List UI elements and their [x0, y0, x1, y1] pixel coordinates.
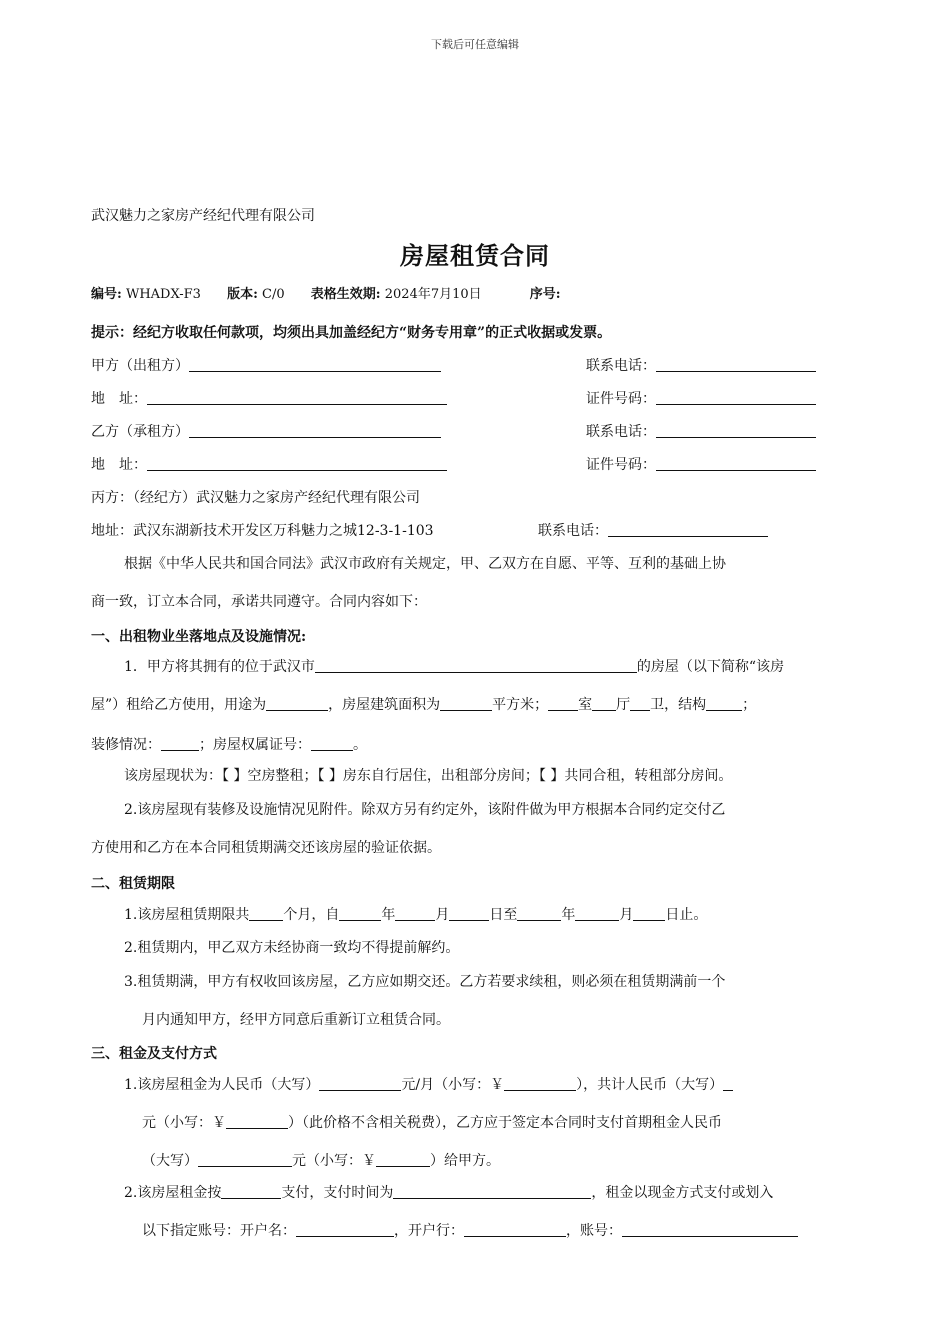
s3-l4-a: 2.该房屋租金按 [124, 1185, 222, 1201]
property-status: 该房屋现状为：【 】空房整租；【 】房东自行居住，出租部分房间；【 】共同合租，转租部分房间。 [124, 768, 733, 784]
monthly-rent-words-blank[interactable] [319, 1076, 401, 1091]
rent-line-5 [142, 1221, 798, 1242]
party-c-phone-line [538, 520, 768, 540]
s3-l4-b: 支付，支付时间为 [281, 1185, 394, 1201]
party-c-phone-label: 联系电话： [538, 523, 608, 539]
lease-term-line [124, 905, 707, 926]
s1-p1-l: 。 [353, 737, 367, 753]
s3-l3-b: 元（小写：￥ [292, 1153, 376, 1169]
payment-cycle-blank[interactable] [221, 1184, 281, 1199]
year-label: 年 [561, 907, 576, 923]
s1-p1-a: 1．甲方将其拥有的位于武汉市 [124, 659, 315, 675]
party-a-label: 甲方（出租方） [91, 358, 189, 374]
party-b-phone-blank[interactable] [656, 423, 816, 438]
s3-l5-a: 以下指定账号：开户名： [142, 1223, 296, 1239]
s1-p2-line1: 2.该房屋现有装修及设施情况见附件。除双方另有约定外，该附件做为甲方根据本合同约定交付乙 [124, 802, 726, 818]
rent-line-4 [124, 1183, 773, 1204]
party-c-address: 地址：武汉东湖新技术开发区万科魅力之城12-3-1-103 [91, 523, 434, 539]
year-label: 年 [381, 907, 396, 923]
end-day-blank[interactable] [633, 906, 665, 921]
party-a-address-blank[interactable] [147, 390, 447, 405]
s3-l3-a: （大写） [142, 1153, 198, 1169]
structure-blank[interactable] [706, 696, 742, 711]
months-blank[interactable] [249, 906, 283, 921]
total-rent-words-blank[interactable] [723, 1076, 733, 1091]
s3-l1-c: ），共计人民币（大写） [576, 1077, 724, 1093]
party-a-phone-line [586, 355, 816, 375]
start-day-blank[interactable] [449, 906, 489, 921]
sequence-label: 序号: [529, 287, 561, 302]
total-rent-figure-blank[interactable] [226, 1114, 288, 1129]
end-month-blank[interactable] [575, 906, 619, 921]
party-c-phone-blank[interactable] [608, 522, 768, 537]
party-a-line [91, 355, 441, 375]
account-number-blank[interactable] [622, 1222, 798, 1237]
party-a-id-line [586, 388, 816, 408]
intro-line-1: 根据《中华人民共和国合同法》武汉市政府有关规定，甲、乙双方在自愿、平等、互利的基础上协 [124, 556, 726, 572]
company-name: 武汉魅力之家房产经纪代理有限公司 [91, 208, 315, 224]
end-year-blank[interactable] [517, 906, 561, 921]
phone-label: 联系电话： [586, 424, 656, 440]
s3-l5-c: ，账号： [566, 1223, 622, 1239]
month-label: 月 [435, 907, 450, 923]
party-c: 丙方：（经纪方）武汉魅力之家房产经纪代理有限公司 [91, 490, 420, 506]
rent-line-1 [124, 1075, 733, 1096]
day-end-label: 日止。 [665, 907, 708, 923]
document-title: 房屋租赁合同 [400, 241, 550, 270]
s1-p2-line2: 方使用和乙方在本合同租赁期满交还该房屋的验证依据。 [91, 840, 441, 856]
usage-blank[interactable] [266, 696, 328, 711]
s1-p1-b: 的房屋（以下简称“该房 [636, 659, 785, 675]
s1-p1-h: 卫，结构 [650, 697, 707, 713]
decoration-blank[interactable] [161, 736, 199, 751]
halls-blank[interactable] [592, 696, 616, 711]
s1-p1-line2 [91, 695, 756, 716]
s2-p2: 2.租赁期内，甲乙双方未经协商一致均不得提前解约。 [124, 940, 460, 956]
s1-p1-k: ；房屋权属证号： [199, 737, 311, 753]
phone-label: 联系电话： [586, 358, 656, 374]
month-label: 月 [619, 907, 634, 923]
s1-p1-line3 [91, 735, 367, 756]
s1-p1-c: 屋”）租给乙方使用，用途为 [91, 697, 267, 713]
s2-p3-line2: 月内通知甲方，经甲方同意后重新订立租赁合同。 [142, 1012, 450, 1028]
party-a-phone-blank[interactable] [656, 357, 816, 372]
first-rent-figure-blank[interactable] [376, 1152, 430, 1167]
s3-l5-b: ，开户行： [394, 1223, 464, 1239]
s2-p3-line1: 3.租赁期满，甲方有权收回该房屋，乙方应如期交还。乙方若要求续租，则必须在租赁期满前一个 [124, 974, 726, 990]
version-value: C/0 [262, 287, 285, 302]
rent-line-3 [142, 1151, 500, 1172]
s1-p1-g: 厅 [616, 697, 631, 713]
header-note: 下载后可任意编辑 [431, 38, 519, 51]
s1-p1-d: ，房屋建筑面积为 [328, 697, 441, 713]
monthly-rent-figure-blank[interactable] [504, 1076, 576, 1091]
s1-p1-e: 平方米； [492, 697, 549, 713]
property-location-blank[interactable] [315, 658, 637, 673]
start-month-blank[interactable] [395, 906, 435, 921]
s3-l2-a: 元（小写：￥ [142, 1115, 226, 1131]
address-label: 地 址： [91, 391, 147, 407]
form-meta [91, 283, 561, 302]
start-year-blank[interactable] [339, 906, 381, 921]
baths-blank[interactable] [630, 696, 650, 711]
party-a-name-blank[interactable] [189, 357, 441, 372]
party-b-phone-line [586, 421, 816, 441]
s1-p1-f: 室 [578, 697, 593, 713]
intro-line-2: 商一致，订立本合同，承诺共同遵守。合同内容如下： [91, 594, 427, 610]
payment-time-blank[interactable] [393, 1184, 591, 1199]
id-label: 证件号码： [586, 391, 656, 407]
section-1-title: 一、出租物业坐落地点及设施情况: [91, 629, 307, 645]
day-to-label: 日至 [489, 907, 518, 923]
number-value: WHADX-F3 [125, 287, 201, 302]
s1-p1-j: 装修情况： [91, 737, 161, 753]
s1-p1-i: ； [742, 697, 757, 713]
bank-blank[interactable] [464, 1222, 566, 1237]
party-b-label: 乙方（承租方） [91, 424, 189, 440]
version-label: 版本: [227, 287, 258, 302]
account-name-blank[interactable] [296, 1222, 394, 1237]
s3-l1-b: 元/月（小写：￥ [401, 1077, 505, 1093]
party-b-name-blank[interactable] [189, 423, 441, 438]
party-a-id-blank[interactable] [656, 390, 816, 405]
party-b-address-blank[interactable] [147, 456, 447, 471]
party-b-id-line [586, 454, 816, 474]
party-b-id-blank[interactable] [656, 456, 816, 471]
id-label: 证件号码： [586, 457, 656, 473]
first-rent-words-blank[interactable] [198, 1152, 292, 1167]
certificate-blank[interactable] [311, 736, 353, 751]
s2-p1-a: 1.该房屋租赁期限共 [124, 907, 250, 923]
party-b-address-line [91, 454, 447, 474]
section-3-title: 三、租金及支付方式 [91, 1046, 217, 1062]
s3-l1-a: 1.该房屋租金为人民币（大写） [124, 1077, 320, 1093]
s3-l2-b: ）（此价格不含相关税费），乙方应于签定本合同时支付首期租金人民币 [288, 1115, 722, 1131]
section-2-title: 二、租赁期限 [91, 876, 175, 892]
party-a-address-line [91, 388, 447, 408]
s3-l4-c: ，租金以现金方式支付或划入 [591, 1185, 774, 1201]
address-label: 地 址： [91, 457, 147, 473]
effective-date-label: 表格生效期: [310, 287, 381, 302]
rooms-blank[interactable] [548, 696, 578, 711]
s3-l3-c: ）给甲方。 [430, 1153, 500, 1169]
number-label: 编号: [91, 287, 122, 302]
s1-p1-line1 [124, 657, 784, 678]
rent-line-2 [142, 1113, 722, 1134]
area-blank[interactable] [440, 696, 492, 711]
party-b-line [91, 421, 441, 441]
effective-date-value: 2024年7月10日 [384, 287, 482, 302]
notice: 提示：经纪方收取任何款项，均须出具加盖经纪方“财务专用章”的正式收据或发票。 [91, 325, 612, 341]
s2-p1-b: 个月，自 [283, 907, 340, 923]
